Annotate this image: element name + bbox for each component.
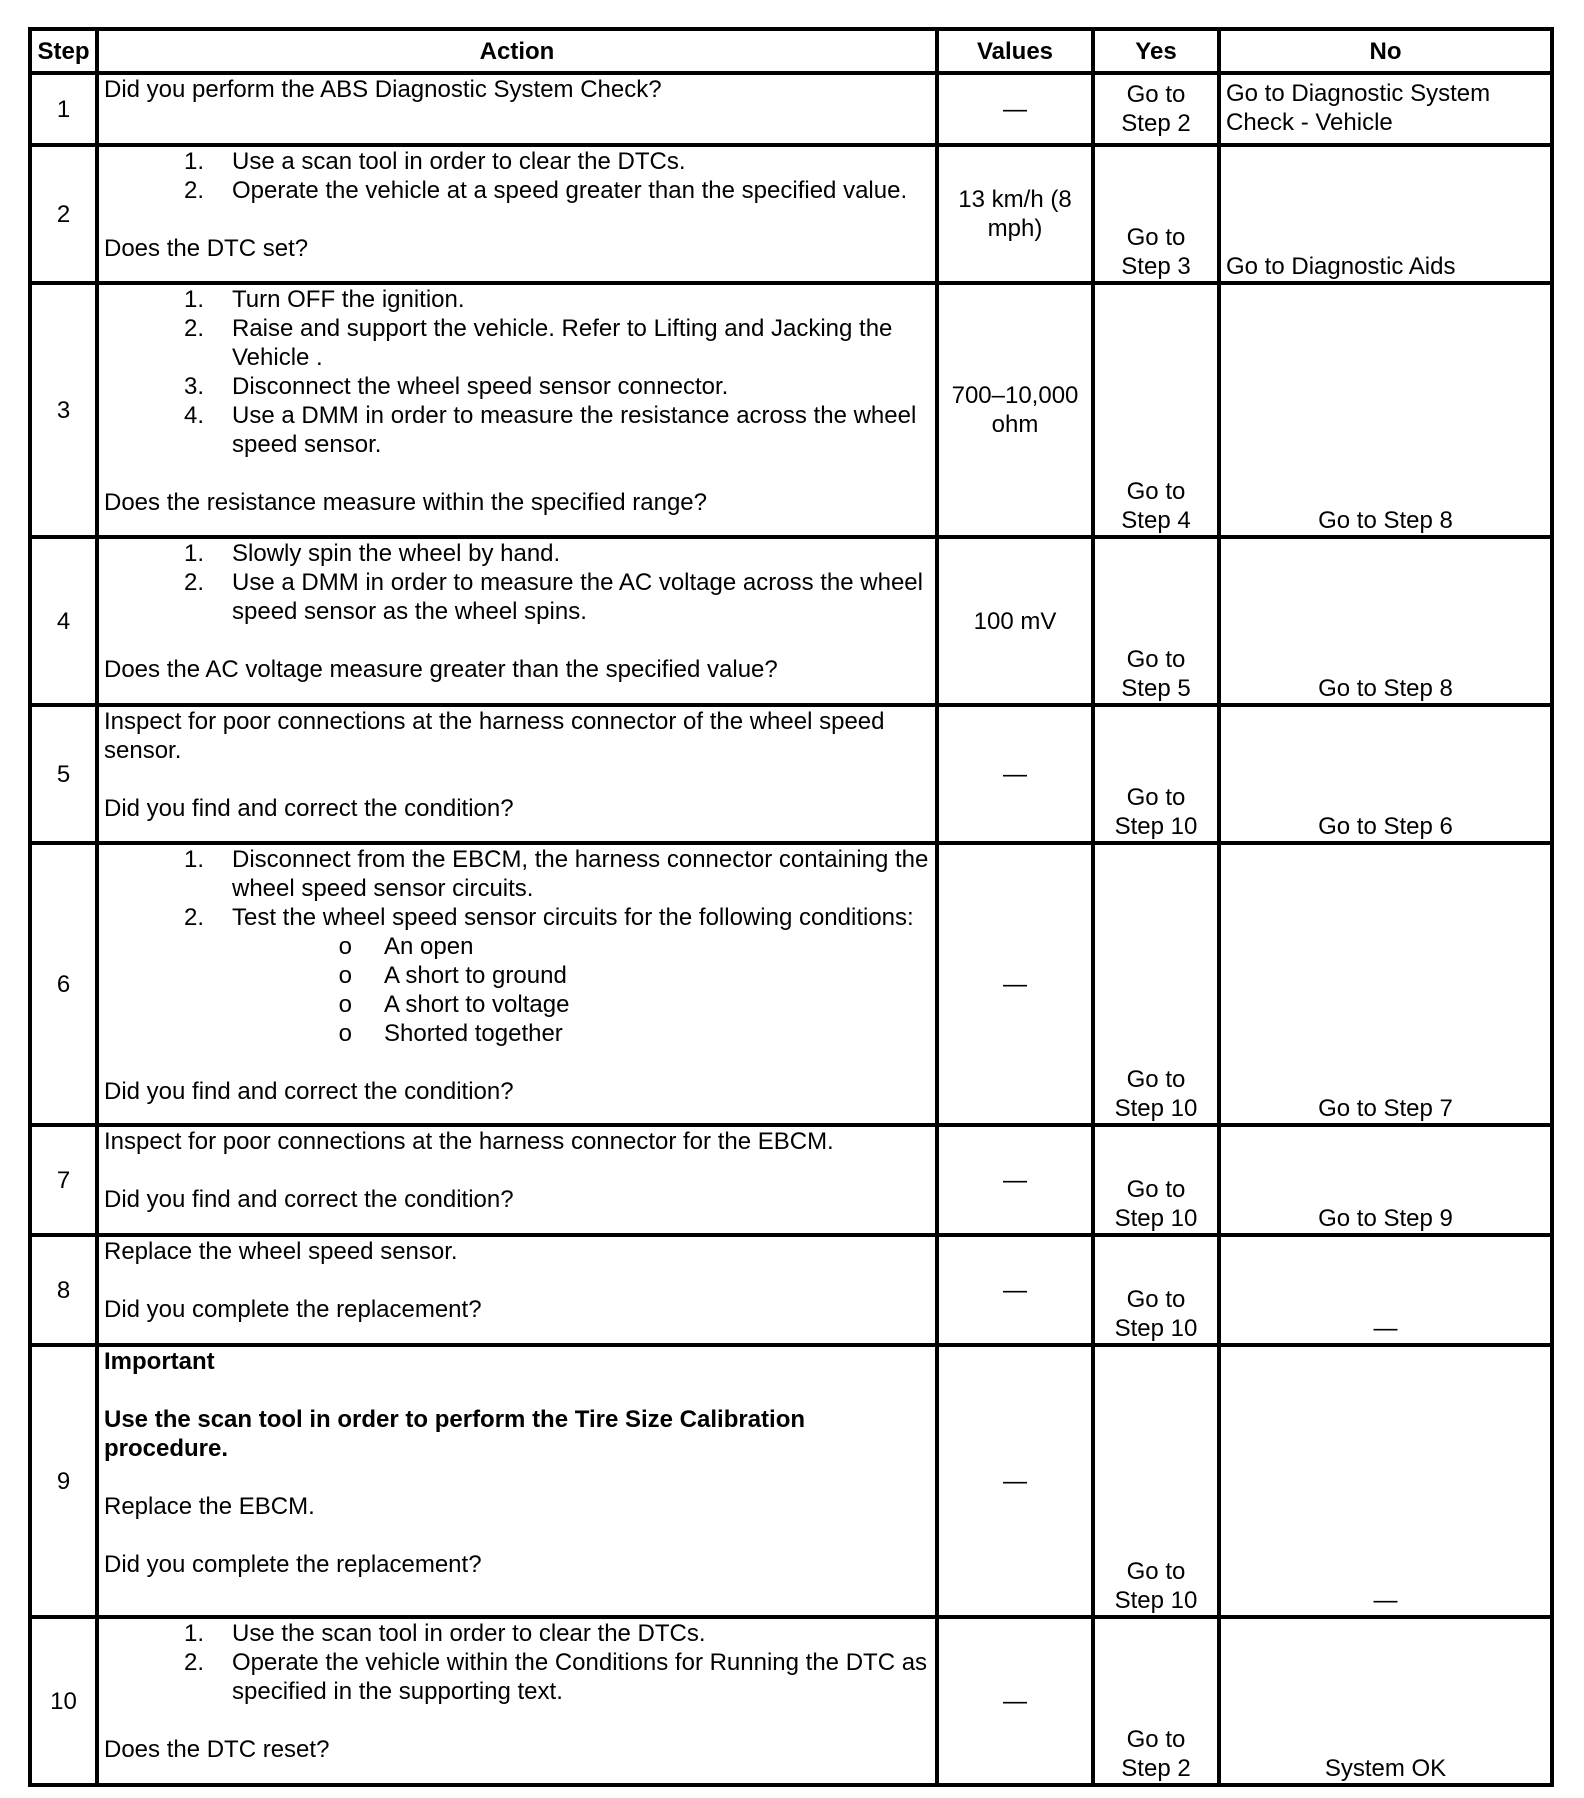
list-item: 3. Disconnect the wheel speed sensor connector. — [183, 373, 729, 400]
step-number: 2 — [30, 145, 97, 283]
step-number: 10 — [30, 1617, 97, 1785]
table-row — [30, 705, 1552, 843]
action-question: Does the AC voltage measure greater than the specified value? — [104, 656, 778, 683]
table-row — [30, 1125, 1552, 1235]
no-cell: Go to Step 7 — [1219, 843, 1552, 1125]
list-item: 2. Raise and support the vehicle. Refer to Lifting and Jacking the Vehicle . — [183, 315, 893, 371]
step-number: 4 — [30, 537, 97, 705]
action-cell — [97, 145, 937, 283]
value-cell: — — [937, 1235, 1093, 1345]
no-cell: — — [1219, 1345, 1552, 1617]
header-row — [30, 29, 1552, 73]
sub-list-item: o Shorted together — [338, 1020, 563, 1047]
action-question: Did you complete the replacement? — [104, 1296, 482, 1323]
value-cell: — — [937, 1617, 1093, 1785]
action-question: Does the resistance measure within the specified range? — [104, 489, 707, 516]
table-row — [30, 1235, 1552, 1345]
action-question: Did you find and correct the condition? — [104, 795, 514, 822]
yes-cell: Go to Step 5 — [1093, 537, 1219, 705]
value-cell: 100 mV — [937, 537, 1093, 705]
table-row — [30, 1617, 1552, 1785]
header-yes: Yes — [1093, 29, 1219, 73]
list-item: 4. Use a DMM in order to measure the resistance across the wheel speed sensor. — [183, 402, 917, 458]
yes-cell: Go to Step 10 — [1093, 1125, 1219, 1235]
list-item: 1. Use the scan tool in order to clear the DTCs. — [183, 1620, 706, 1647]
yes-cell: Go to Step 10 — [1093, 843, 1219, 1125]
action-cell — [97, 73, 937, 145]
action-text: Inspect for poor connections at the harness connector of the wheel speed sensor. — [104, 708, 885, 764]
step-number: 1 — [30, 73, 97, 145]
action-cell — [97, 843, 937, 1125]
action-cell — [97, 1617, 937, 1785]
step-number: 8 — [30, 1235, 97, 1345]
action-text: Inspect for poor connections at the harness connector for the EBCM. — [104, 1128, 834, 1155]
table-row — [30, 843, 1552, 1125]
value-cell: 13 km/h (8 mph) — [937, 145, 1093, 283]
no-cell: Go to Step 6 — [1219, 705, 1552, 843]
yes-cell: Go to Step 10 — [1093, 1235, 1219, 1345]
sub-list-item: o An open — [338, 933, 474, 960]
no-cell: Go to Diagnostic Aids — [1219, 145, 1552, 283]
table-row — [30, 73, 1552, 145]
header-action: Action — [97, 29, 937, 73]
action-cell — [97, 283, 937, 537]
value-cell: — — [937, 843, 1093, 1125]
action-question: Did you complete the replacement? — [104, 1551, 482, 1578]
yes-cell: Go to Step 4 — [1093, 283, 1219, 537]
value-cell: — — [937, 1125, 1093, 1235]
step-number: 9 — [30, 1345, 97, 1617]
list-item: 1. Disconnect from the EBCM, the harness connector containing the wheel speed sensor circuits. — [183, 846, 929, 902]
table-row — [30, 145, 1552, 283]
action-cell — [97, 705, 937, 843]
step-number: 6 — [30, 843, 97, 1125]
important-label: Important — [104, 1348, 215, 1375]
no-cell: — — [1219, 1235, 1552, 1345]
yes-cell: Go to Step 10 — [1093, 1345, 1219, 1617]
value-cell: — — [937, 1345, 1093, 1617]
action-cell — [97, 1235, 937, 1345]
table-row — [30, 1345, 1552, 1617]
header-values: Values — [937, 29, 1093, 73]
action-text: Replace the EBCM. — [104, 1493, 315, 1520]
no-cell: Go to Step 8 — [1219, 537, 1552, 705]
yes-cell: Go to Step 2 — [1093, 1617, 1219, 1785]
no-cell: Go to Step 9 — [1219, 1125, 1552, 1235]
action-question: Did you perform the ABS Diagnostic System Check? — [104, 76, 662, 103]
action-question: Does the DTC set? — [104, 235, 309, 262]
step-number: 7 — [30, 1125, 97, 1235]
sub-list-item: o A short to ground — [338, 962, 567, 989]
list-item: 1. Slowly spin the wheel by hand. — [183, 540, 561, 567]
list-item: 2. Use a DMM in order to measure the AC voltage across the wheel speed sensor as the wheel spins. — [183, 569, 923, 625]
list-item: 1. Use a scan tool in order to clear the DTCs. — [183, 148, 686, 175]
no-cell: System OK — [1219, 1617, 1552, 1785]
value-cell: — — [937, 705, 1093, 843]
action-question: Did you find and correct the condition? — [104, 1078, 514, 1105]
yes-cell: Go to Step 10 — [1093, 705, 1219, 843]
diagnostic-table — [28, 27, 1554, 1787]
header-step: Step — [30, 29, 97, 73]
sub-list-item: o A short to voltage — [338, 991, 570, 1018]
important-text: Use the scan tool in order to perform the Tire Size Calibration procedure. — [104, 1406, 806, 1462]
list-item: 2. Operate the vehicle at a speed greater than the specified value. — [183, 177, 908, 204]
list-item: 2. Test the wheel speed sensor circuits for the following conditions: — [183, 904, 914, 931]
header-no: No — [1219, 29, 1552, 73]
action-question: Did you find and correct the condition? — [104, 1186, 514, 1213]
no-cell: Go to Step 8 — [1219, 283, 1552, 537]
table-row — [30, 537, 1552, 705]
step-number: 3 — [30, 283, 97, 537]
no-cell: Go to Diagnostic System Check - Vehicle — [1219, 73, 1552, 145]
list-item: 2. Operate the vehicle within the Conditions for Running the DTC as specified in the supporting text. — [183, 1649, 928, 1705]
value-cell: — — [937, 73, 1093, 145]
action-question: Does the DTC reset? — [104, 1736, 330, 1763]
action-cell — [97, 1125, 937, 1235]
yes-cell: Go to Step 3 — [1093, 145, 1219, 283]
yes-cell: Go to Step 2 — [1093, 73, 1219, 145]
action-cell — [97, 1345, 937, 1617]
value-cell: 700–10,000 ohm — [937, 283, 1093, 537]
action-cell — [97, 537, 937, 705]
action-text: Replace the wheel speed sensor. — [104, 1238, 458, 1265]
list-item: 1. Turn OFF the ignition. — [183, 286, 465, 313]
table-row — [30, 283, 1552, 537]
step-number: 5 — [30, 705, 97, 843]
